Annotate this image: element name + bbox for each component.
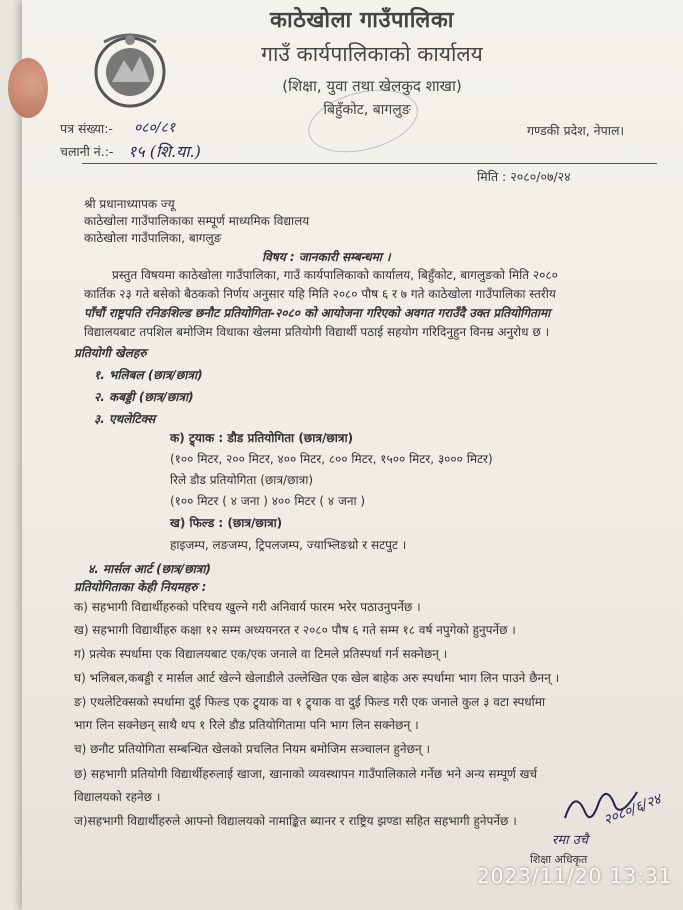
letter-paper (22, 0, 683, 910)
rule-gha: घ) भलिबल,कबड्डी र मार्सल आर्ट खेल्ने खेलाडीले उल्लेखित एक खेल बाहेक अरु स्पर्धामा भाग लिन पाउने छैनन् । (74, 671, 560, 685)
field-title: ख) फिल्ड : (छात्र/छात्रा) (170, 516, 283, 530)
header-municipality: काठेखोला गाउँपालिका (270, 8, 454, 33)
rule-chha-line-1: छ) सहभागी प्रतियोगी विद्यार्थीहरुलाई खाजा, खानाको व्यवस्थापन गाउँपालिकाले गर्नेछ भने अन्य सम्पूर्ण खर्च (74, 767, 538, 781)
field-list: हाइजम्प, लङजम्प, ट्रिपलजम्प, ज्याभ्लिङथ्रो र सटपुट । (170, 538, 407, 552)
game-volleyball: १. भलिबल (छात्र/छात्रा) (94, 368, 203, 382)
header-section: (शिक्षा, युवा तथा खेलकुद शाखा) (282, 77, 462, 95)
body-line-2: कार्तिक २३ गते बसेको बैठकको निर्णय अनुसार यहि मिति २०८० पौष ६ र ७ गते काठेखोला गाउँपालिका स्तरीय (84, 287, 556, 301)
rule-chha-line-2: विद्यालयको रहनेछ । (74, 790, 161, 804)
relay-title: रिले डौड प्रतियोगिता (छात्र/छात्रा) (170, 473, 314, 487)
recipient-line-2: काठेखोला गाउँपालिकाका सम्पूर्ण माध्यमिक विद्यालय (84, 214, 310, 228)
relay-list: (१०० मिटर ( ४ जना ) ४०० मिटर ( ४ जना ) (170, 494, 366, 508)
photo-finger (8, 58, 48, 118)
rules-heading: प्रतियोगिताका केही नियमहरु : (74, 580, 207, 594)
game-kabaddi: २. कबड्डी (छात्र/छात्रा) (94, 390, 194, 404)
nepal-emblem-logo (92, 32, 168, 110)
signature-date: २०८०/६/२४ (601, 791, 664, 829)
rule-cha: च) छनौट प्रतियोगिता सम्बन्धित खेलको प्रचलित नियम बमोजिम सञ्चालन हुनेछन् । (74, 742, 431, 756)
track-title: क) ट्र्याक : डौड प्रतियोगिता (छात्र/छात्रा) (170, 431, 354, 445)
rule-ja: ज)सहभागी विद्यार्थीहरुले आफ्नो विद्यालयको नामाङ्कित ब्यानर र राष्ट्रिय झण्डा सहित सहभागी हुनेपर्नेछ । (74, 814, 517, 828)
header-office: गाउँ कार्यपालिकाको कार्यालय (261, 42, 483, 66)
signatory-name: रमा उचै (552, 833, 588, 848)
track-list: (१०० मिटर, २०० मिटर, ४०० मिटर, ८०० मिटर, १५०० मिटर, ३००० मिटर) (170, 452, 493, 466)
game-martial-art: ४. मार्सल आर्ट (छात्र/छात्रा) (88, 562, 211, 576)
chalani-label: चलानी नं.:- (60, 144, 114, 159)
rule-kha: ख) सहभागी विद्यार्थीहरु कक्षा १२ सम्म अध्ययनरत र २०८० पौष ६ गते सम्म १८ वर्ष नपुगेको हुनुपर्नेछ । (74, 623, 516, 637)
body-line-3: पाँचौं राष्ट्रपति रनिङशिल्ड छनौट प्रतियोगिता-२०८० को आयोजना गरिएको अवगत गराउँदै उक्त प्रतियोगितामा (84, 306, 551, 320)
chalani-value: १५ (शि.या.) (128, 142, 201, 161)
patra-sankhya-value: ०८०/८१ (134, 120, 176, 136)
body-line-4: विद्यालयबाट तपशिल बमोजिम विधाका खेलमा प्रतियोगी विद्यार्थी पठाई सहयोग गरिदिनुहुन विनम्र अनुरोध छ । (84, 325, 550, 339)
recipient-line-1: श्री प्रधानाध्यापक ज्यू (84, 197, 175, 211)
signatory-title: शिक्षा अधिकृत (530, 853, 588, 866)
letter-date: मिति : २०८०/०७/२४ (477, 169, 571, 184)
rule-ka: क) सहभागी विद्यार्थीहरुको परिचय खुल्ने गरी अनिवार्य फारम भरेर पठाउनुपर्नेछ । (74, 600, 421, 614)
games-heading: प्रतियोगी खेलहरु (74, 346, 147, 360)
photo-timestamp: 2023/11/20 13:31 (477, 864, 673, 888)
body-line-1: प्रस्तुत विषयमा काठेखोला गाउँपालिका, गाउँ कार्यपालिकाको कार्यालय, बिहुँकोट, बागलुङको मिति २०८० (112, 268, 558, 282)
rule-nga-line-1: ङ) एथलेटिक्सको स्पर्धामा दुई फिल्ड एक ट्र्याक वा १ ट्र्याक वा दुई फिल्ड गरी एक जनाले कुल ३ वटा स्पर्धामा (74, 695, 546, 709)
recipient-line-3: काठेखोला गाउँपालिका, बागलुङ (84, 231, 222, 245)
game-athletics: ३. एथलेटिक्स (94, 412, 156, 426)
patra-sankhya-label: पत्र संख्या:- (60, 121, 113, 136)
header-address: बिहुँकोट, बागलुङ (323, 102, 411, 118)
rule-ga: ग) प्रत्येक स्पर्धामा एक विद्यालयबाट एक/एक जनाले वा टिमले प्रतिस्पर्धा गर्न सक्नेछन् । (74, 647, 448, 661)
subject-line: विषय : जानकारी सम्बन्धमा । (262, 250, 391, 264)
header-divider (82, 163, 657, 164)
province-text: गण्डकी प्रदेश, नेपाल। (527, 123, 625, 138)
rule-nga-line-2: भाग लिन सक्नेछन् साथै थप १ रिले डौड प्रतियोगितामा पनि भाग लिन सक्नेछन् । (74, 718, 419, 732)
